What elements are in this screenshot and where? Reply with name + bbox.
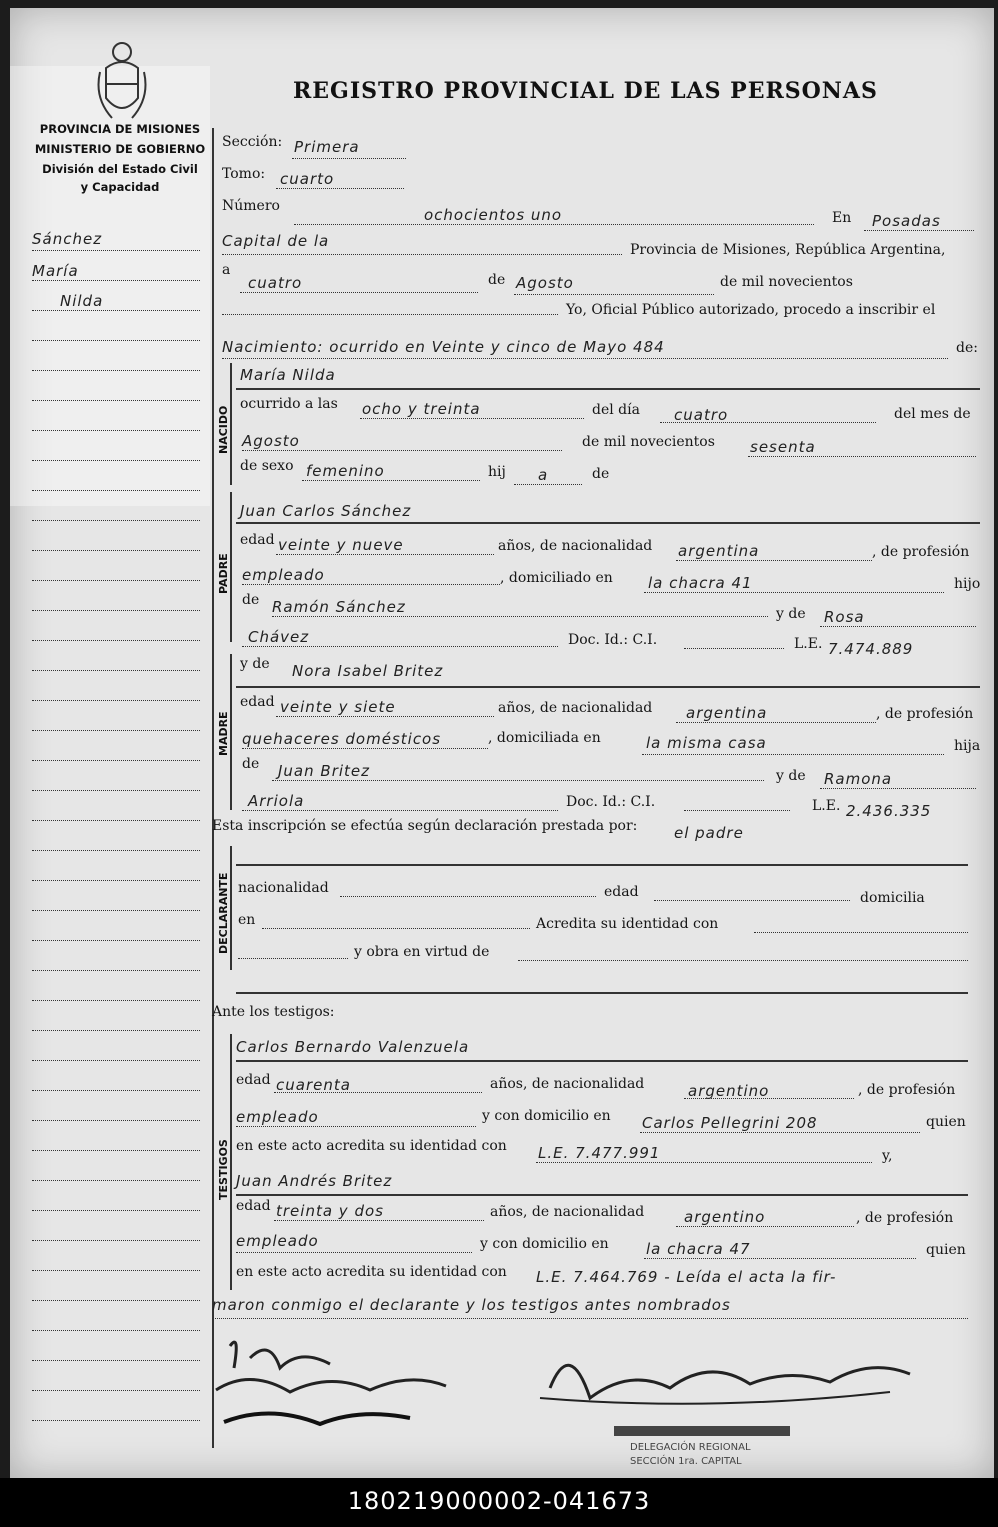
value-padre-nombre: Juan Carlos Sánchez bbox=[240, 502, 412, 520]
section-rule bbox=[236, 686, 980, 688]
section-bar-nacido bbox=[230, 363, 232, 485]
value-declarante: el padre bbox=[674, 824, 744, 842]
field-line bbox=[240, 292, 478, 293]
value-padre-nac: argentina bbox=[678, 542, 760, 560]
label-ante-testigos: Ante los testigos: bbox=[212, 1004, 335, 1020]
value-madre-prof: quehaceres domésticos bbox=[242, 730, 442, 748]
margin-second-name: Nilda bbox=[60, 292, 104, 310]
label-sexo: de sexo bbox=[240, 458, 294, 474]
value-madre-le: 2.436.335 bbox=[846, 802, 932, 820]
field-line bbox=[242, 810, 558, 811]
margin-line bbox=[32, 1390, 200, 1391]
margin-line bbox=[32, 640, 200, 641]
field-line bbox=[644, 1258, 916, 1259]
margin-line bbox=[32, 910, 200, 911]
margin-line bbox=[32, 400, 200, 401]
field-line bbox=[536, 1162, 872, 1163]
side-label-madre: MADRE bbox=[217, 711, 230, 756]
field-line bbox=[294, 224, 814, 225]
value-madre-dom: la misma casa bbox=[646, 734, 767, 752]
label-provincia: Provincia de Misiones, República Argentina, bbox=[630, 242, 946, 258]
label-de-mil2: de mil novecientos bbox=[582, 434, 715, 450]
margin-line bbox=[32, 460, 200, 461]
label-oficial: Yo, Oficial Público autorizado, procedo a inscribir el bbox=[566, 302, 936, 318]
header-capacity: y Capacidad bbox=[80, 180, 160, 194]
value-hij-suffix: a bbox=[538, 466, 549, 484]
value-abuelo-p: Ramón Sánchez bbox=[272, 598, 406, 616]
margin-line bbox=[32, 880, 200, 881]
stamp-line1: DELEGACIÓN REGIONAL bbox=[630, 1442, 751, 1453]
value-mes: Agosto bbox=[516, 274, 574, 292]
margin-line bbox=[32, 310, 200, 311]
margin-line bbox=[32, 1240, 200, 1241]
official-signature bbox=[510, 1328, 940, 1438]
field-line bbox=[222, 254, 622, 255]
value-madre-nac: argentina bbox=[686, 704, 768, 722]
margin-line bbox=[32, 1120, 200, 1121]
field-line bbox=[864, 230, 974, 231]
field-line bbox=[360, 418, 584, 419]
label-edad-decl: edad bbox=[604, 884, 639, 900]
label-prof-madre: , de profesión bbox=[876, 706, 974, 722]
value-padre-edad: veinte y nueve bbox=[278, 536, 404, 554]
label-t2-anios: años, de nacionalidad bbox=[490, 1204, 645, 1220]
label-le-madre: L.E. bbox=[812, 798, 841, 814]
margin-line bbox=[32, 1420, 200, 1421]
label-y-de-madre: y de bbox=[240, 656, 270, 672]
value-padre-le: 7.474.889 bbox=[828, 640, 914, 658]
field-line bbox=[676, 1226, 854, 1227]
field-line bbox=[676, 560, 872, 561]
label-hijo: hijo bbox=[954, 576, 981, 592]
margin-line bbox=[32, 1090, 200, 1091]
field-line bbox=[242, 748, 488, 749]
field-line bbox=[274, 1220, 484, 1221]
value-padre-dom: la chacra 41 bbox=[648, 574, 753, 592]
label-t2-quien: quien bbox=[926, 1242, 966, 1258]
field-line bbox=[242, 450, 562, 451]
field-line bbox=[684, 810, 790, 811]
field-line bbox=[684, 1098, 854, 1099]
label-de-hijo: de bbox=[592, 466, 610, 482]
label-nacionalidad: nacionalidad bbox=[238, 880, 329, 896]
field-line bbox=[642, 754, 944, 755]
value-abuela-m1: Ramona bbox=[824, 770, 893, 788]
label-anios-padre: años, de nacionalidad bbox=[498, 538, 653, 554]
margin-line bbox=[32, 430, 200, 431]
field-line bbox=[820, 788, 976, 789]
margin-line bbox=[32, 790, 200, 791]
field-line bbox=[748, 456, 976, 457]
header-division: División del Estado Civil bbox=[42, 162, 198, 176]
section-rule bbox=[236, 388, 980, 390]
label-domicilia: domicilia bbox=[860, 890, 925, 906]
value-nombre: María Nilda bbox=[240, 366, 336, 384]
field-line bbox=[276, 716, 494, 717]
label-anios-madre: años, de nacionalidad bbox=[498, 700, 653, 716]
label-hija: hija bbox=[954, 738, 981, 754]
header-ministry: MINISTERIO DE GOBIERNO bbox=[34, 142, 206, 156]
section-rule bbox=[236, 1060, 968, 1062]
value-en-city: Posadas bbox=[872, 212, 941, 230]
label-domiciliada: , domiciliada en bbox=[488, 730, 601, 746]
stamp-bar bbox=[614, 1426, 790, 1436]
margin-line bbox=[32, 1330, 200, 1331]
margin-line bbox=[32, 760, 200, 761]
field-line bbox=[274, 1092, 482, 1093]
label-en-decl: en bbox=[238, 912, 256, 928]
value-hora: ocho y treinta bbox=[362, 400, 481, 418]
label-seccion: Sección: bbox=[222, 134, 283, 150]
label-esta-inscripcion: Esta inscripción se efectúa según declaración prestada por: bbox=[212, 818, 638, 834]
label-t2-edad: edad bbox=[236, 1198, 271, 1214]
field-line bbox=[660, 422, 876, 423]
label-doc-madre: Doc. Id.: C.I. bbox=[566, 794, 656, 810]
section-rule bbox=[236, 864, 968, 866]
field-line bbox=[236, 1126, 476, 1127]
label-ocurrido: ocurrido a las bbox=[240, 396, 338, 412]
field-line bbox=[754, 932, 968, 933]
field-line bbox=[272, 780, 764, 781]
side-label-padre: PADRE bbox=[217, 553, 230, 594]
label-de-colon: de: bbox=[956, 340, 978, 356]
label-t2-acredita: en este acto acredita su identidad con bbox=[236, 1264, 507, 1280]
label-t2-prof: , de profesión bbox=[856, 1210, 954, 1226]
label-doc-padre: Doc. Id.: C.I. bbox=[568, 632, 658, 648]
footer-serial-code: 180219000002-041673 bbox=[0, 1478, 998, 1527]
margin-line bbox=[32, 340, 200, 341]
value-t2-doc: L.E. 7.464.769 - Leída el acta la fir- bbox=[536, 1268, 837, 1286]
margin-line bbox=[32, 250, 200, 251]
value-madre-nombre: Nora Isabel Britez bbox=[292, 662, 444, 680]
margin-line bbox=[32, 820, 200, 821]
section-rule bbox=[236, 1194, 968, 1196]
margin-divider bbox=[212, 128, 214, 1448]
margin-line bbox=[32, 1270, 200, 1271]
field-line bbox=[654, 900, 850, 901]
value-dia: cuatro bbox=[248, 274, 303, 292]
value-madre-edad: veinte y siete bbox=[280, 698, 396, 716]
margin-line bbox=[32, 1210, 200, 1211]
value-abuela-p1: Rosa bbox=[824, 608, 865, 626]
section-bar-declarante bbox=[230, 846, 232, 970]
margin-line bbox=[32, 940, 200, 941]
value-abuela-p2: Chávez bbox=[248, 628, 310, 646]
margin-line bbox=[32, 520, 200, 521]
value-t2-edad: treinta y dos bbox=[276, 1202, 384, 1220]
margin-line bbox=[32, 490, 200, 491]
value-dia-nac: cuatro bbox=[674, 406, 729, 424]
margin-line bbox=[32, 1180, 200, 1181]
field-line bbox=[292, 158, 406, 159]
section-rule bbox=[236, 992, 968, 994]
margin-line bbox=[32, 1030, 200, 1031]
coat-of-arms-emblem bbox=[92, 38, 152, 128]
label-t1-anios: años, de nacionalidad bbox=[490, 1076, 645, 1092]
value-abuelo-m: Juan Britez bbox=[278, 762, 371, 780]
label-edad-madre: edad bbox=[240, 694, 275, 710]
label-a: a bbox=[222, 262, 231, 278]
field-line bbox=[242, 646, 558, 647]
label-le-padre: L.E. bbox=[794, 636, 823, 652]
label-t1-acredita: en este acto acredita su identidad con bbox=[236, 1138, 507, 1154]
field-line bbox=[272, 616, 768, 617]
label-de-abuelo-p: de bbox=[242, 592, 260, 608]
value-tomo: cuarto bbox=[280, 170, 335, 188]
value-seccion: Primera bbox=[294, 138, 360, 156]
margin-line bbox=[32, 280, 200, 281]
margin-first-name: María bbox=[32, 262, 79, 280]
section-bar-testigos bbox=[230, 1034, 232, 1290]
label-y-de-madre2: y de bbox=[776, 768, 806, 784]
label-t1-prof: , de profesión bbox=[858, 1082, 956, 1098]
label-de-abuelo-m: de bbox=[242, 756, 260, 772]
value-numero: ochocientos uno bbox=[424, 206, 563, 224]
value-nacimiento: Nacimiento: ocurrido en Veinte y cinco de Mayo 484 bbox=[222, 338, 665, 356]
label-tomo: Tomo: bbox=[222, 166, 266, 182]
field-line bbox=[262, 928, 530, 929]
margin-surname: Sánchez bbox=[32, 230, 103, 248]
side-label-testigos: TESTIGOS bbox=[217, 1139, 230, 1200]
margin-line bbox=[32, 580, 200, 581]
margin-line bbox=[32, 670, 200, 671]
value-capital: Capital de la bbox=[222, 232, 330, 250]
value-t1-nac: argentino bbox=[688, 1082, 770, 1100]
side-label-nacido: NACIDO bbox=[217, 405, 230, 454]
value-cierre: maron conmigo el declarante y los testigos antes nombrados bbox=[212, 1296, 731, 1314]
label-t1-edad: edad bbox=[236, 1072, 271, 1088]
value-t2-nombre: Juan Andrés Britez bbox=[236, 1172, 393, 1190]
margin-line bbox=[32, 1150, 200, 1151]
label-acredita: Acredita su identidad con bbox=[536, 916, 719, 932]
label-obra: y obra en virtud de bbox=[354, 944, 490, 960]
margin-line bbox=[32, 1360, 200, 1361]
field-line bbox=[302, 480, 480, 481]
field-line bbox=[684, 648, 784, 649]
section-bar-padre bbox=[230, 492, 232, 642]
value-t1-doc: L.E. 7.477.991 bbox=[538, 1144, 661, 1162]
label-t2-dom: y con domicilio en bbox=[480, 1236, 609, 1252]
label-t1-quien: quien bbox=[926, 1114, 966, 1130]
field-line bbox=[276, 188, 404, 189]
label-domiciliado: , domiciliado en bbox=[500, 570, 613, 586]
field-line bbox=[676, 722, 876, 723]
value-mes-nac: Agosto bbox=[242, 432, 300, 450]
field-line bbox=[518, 960, 968, 961]
field-line bbox=[276, 554, 494, 555]
register-sheet bbox=[10, 8, 994, 1478]
side-label-declarante: DECLARANTE bbox=[217, 872, 230, 954]
field-line bbox=[222, 358, 948, 359]
section-rule bbox=[236, 522, 980, 524]
field-line bbox=[222, 314, 558, 315]
label-hij: hij bbox=[488, 464, 506, 480]
label-de: de bbox=[488, 272, 506, 288]
margin-line bbox=[32, 730, 200, 731]
label-y-comma: y, bbox=[882, 1148, 893, 1164]
field-line bbox=[212, 1318, 968, 1319]
label-del-dia: del día bbox=[592, 402, 640, 418]
field-line bbox=[242, 584, 500, 585]
field-line bbox=[820, 626, 976, 627]
margin-line bbox=[32, 1000, 200, 1001]
value-sexo: femenino bbox=[306, 462, 385, 480]
section-bar-madre bbox=[230, 654, 232, 810]
label-y-de-padre: y de bbox=[776, 606, 806, 622]
value-t1-dom: Carlos Pellegrini 208 bbox=[642, 1114, 818, 1132]
label-prof-padre: , de profesión bbox=[872, 544, 970, 560]
value-t1-nombre: Carlos Bernardo Valenzuela bbox=[236, 1038, 470, 1056]
value-t2-prof: empleado bbox=[236, 1232, 319, 1250]
value-t1-prof: empleado bbox=[236, 1108, 319, 1126]
field-line bbox=[514, 484, 582, 485]
witness-signatures bbox=[210, 1328, 470, 1438]
margin-line bbox=[32, 370, 200, 371]
margin-line bbox=[32, 550, 200, 551]
value-t2-dom: la chacra 47 bbox=[646, 1240, 751, 1258]
field-line bbox=[644, 592, 944, 593]
value-t2-nac: argentino bbox=[684, 1208, 766, 1226]
margin-line bbox=[32, 700, 200, 701]
label-de-mil: de mil novecientos bbox=[720, 274, 853, 290]
field-line bbox=[238, 958, 348, 959]
value-t1-edad: cuarenta bbox=[276, 1076, 351, 1094]
header-province: PROVINCIA DE MISIONES bbox=[39, 122, 201, 136]
margin-line bbox=[32, 1300, 200, 1301]
margin-line bbox=[32, 1060, 200, 1061]
field-line bbox=[340, 896, 596, 897]
value-anio: sesenta bbox=[750, 438, 816, 456]
margin-line bbox=[32, 610, 200, 611]
label-t1-dom: y con domicilio en bbox=[482, 1108, 611, 1124]
value-padre-prof: empleado bbox=[242, 566, 325, 584]
value-abuela-m2: Arriola bbox=[248, 792, 305, 810]
label-en: En bbox=[832, 210, 852, 226]
field-line bbox=[514, 294, 714, 295]
margin-line bbox=[32, 850, 200, 851]
label-edad-padre: edad bbox=[240, 532, 275, 548]
document-title: REGISTRO PROVINCIAL DE LAS PERSONAS bbox=[293, 78, 878, 104]
stamp-line2: SECCIÓN 1ra. CAPITAL bbox=[630, 1456, 742, 1467]
field-line bbox=[640, 1132, 920, 1133]
margin-line bbox=[32, 970, 200, 971]
label-numero: Número bbox=[222, 198, 280, 214]
label-del-mes: del mes de bbox=[894, 406, 971, 422]
field-line bbox=[236, 1252, 472, 1253]
